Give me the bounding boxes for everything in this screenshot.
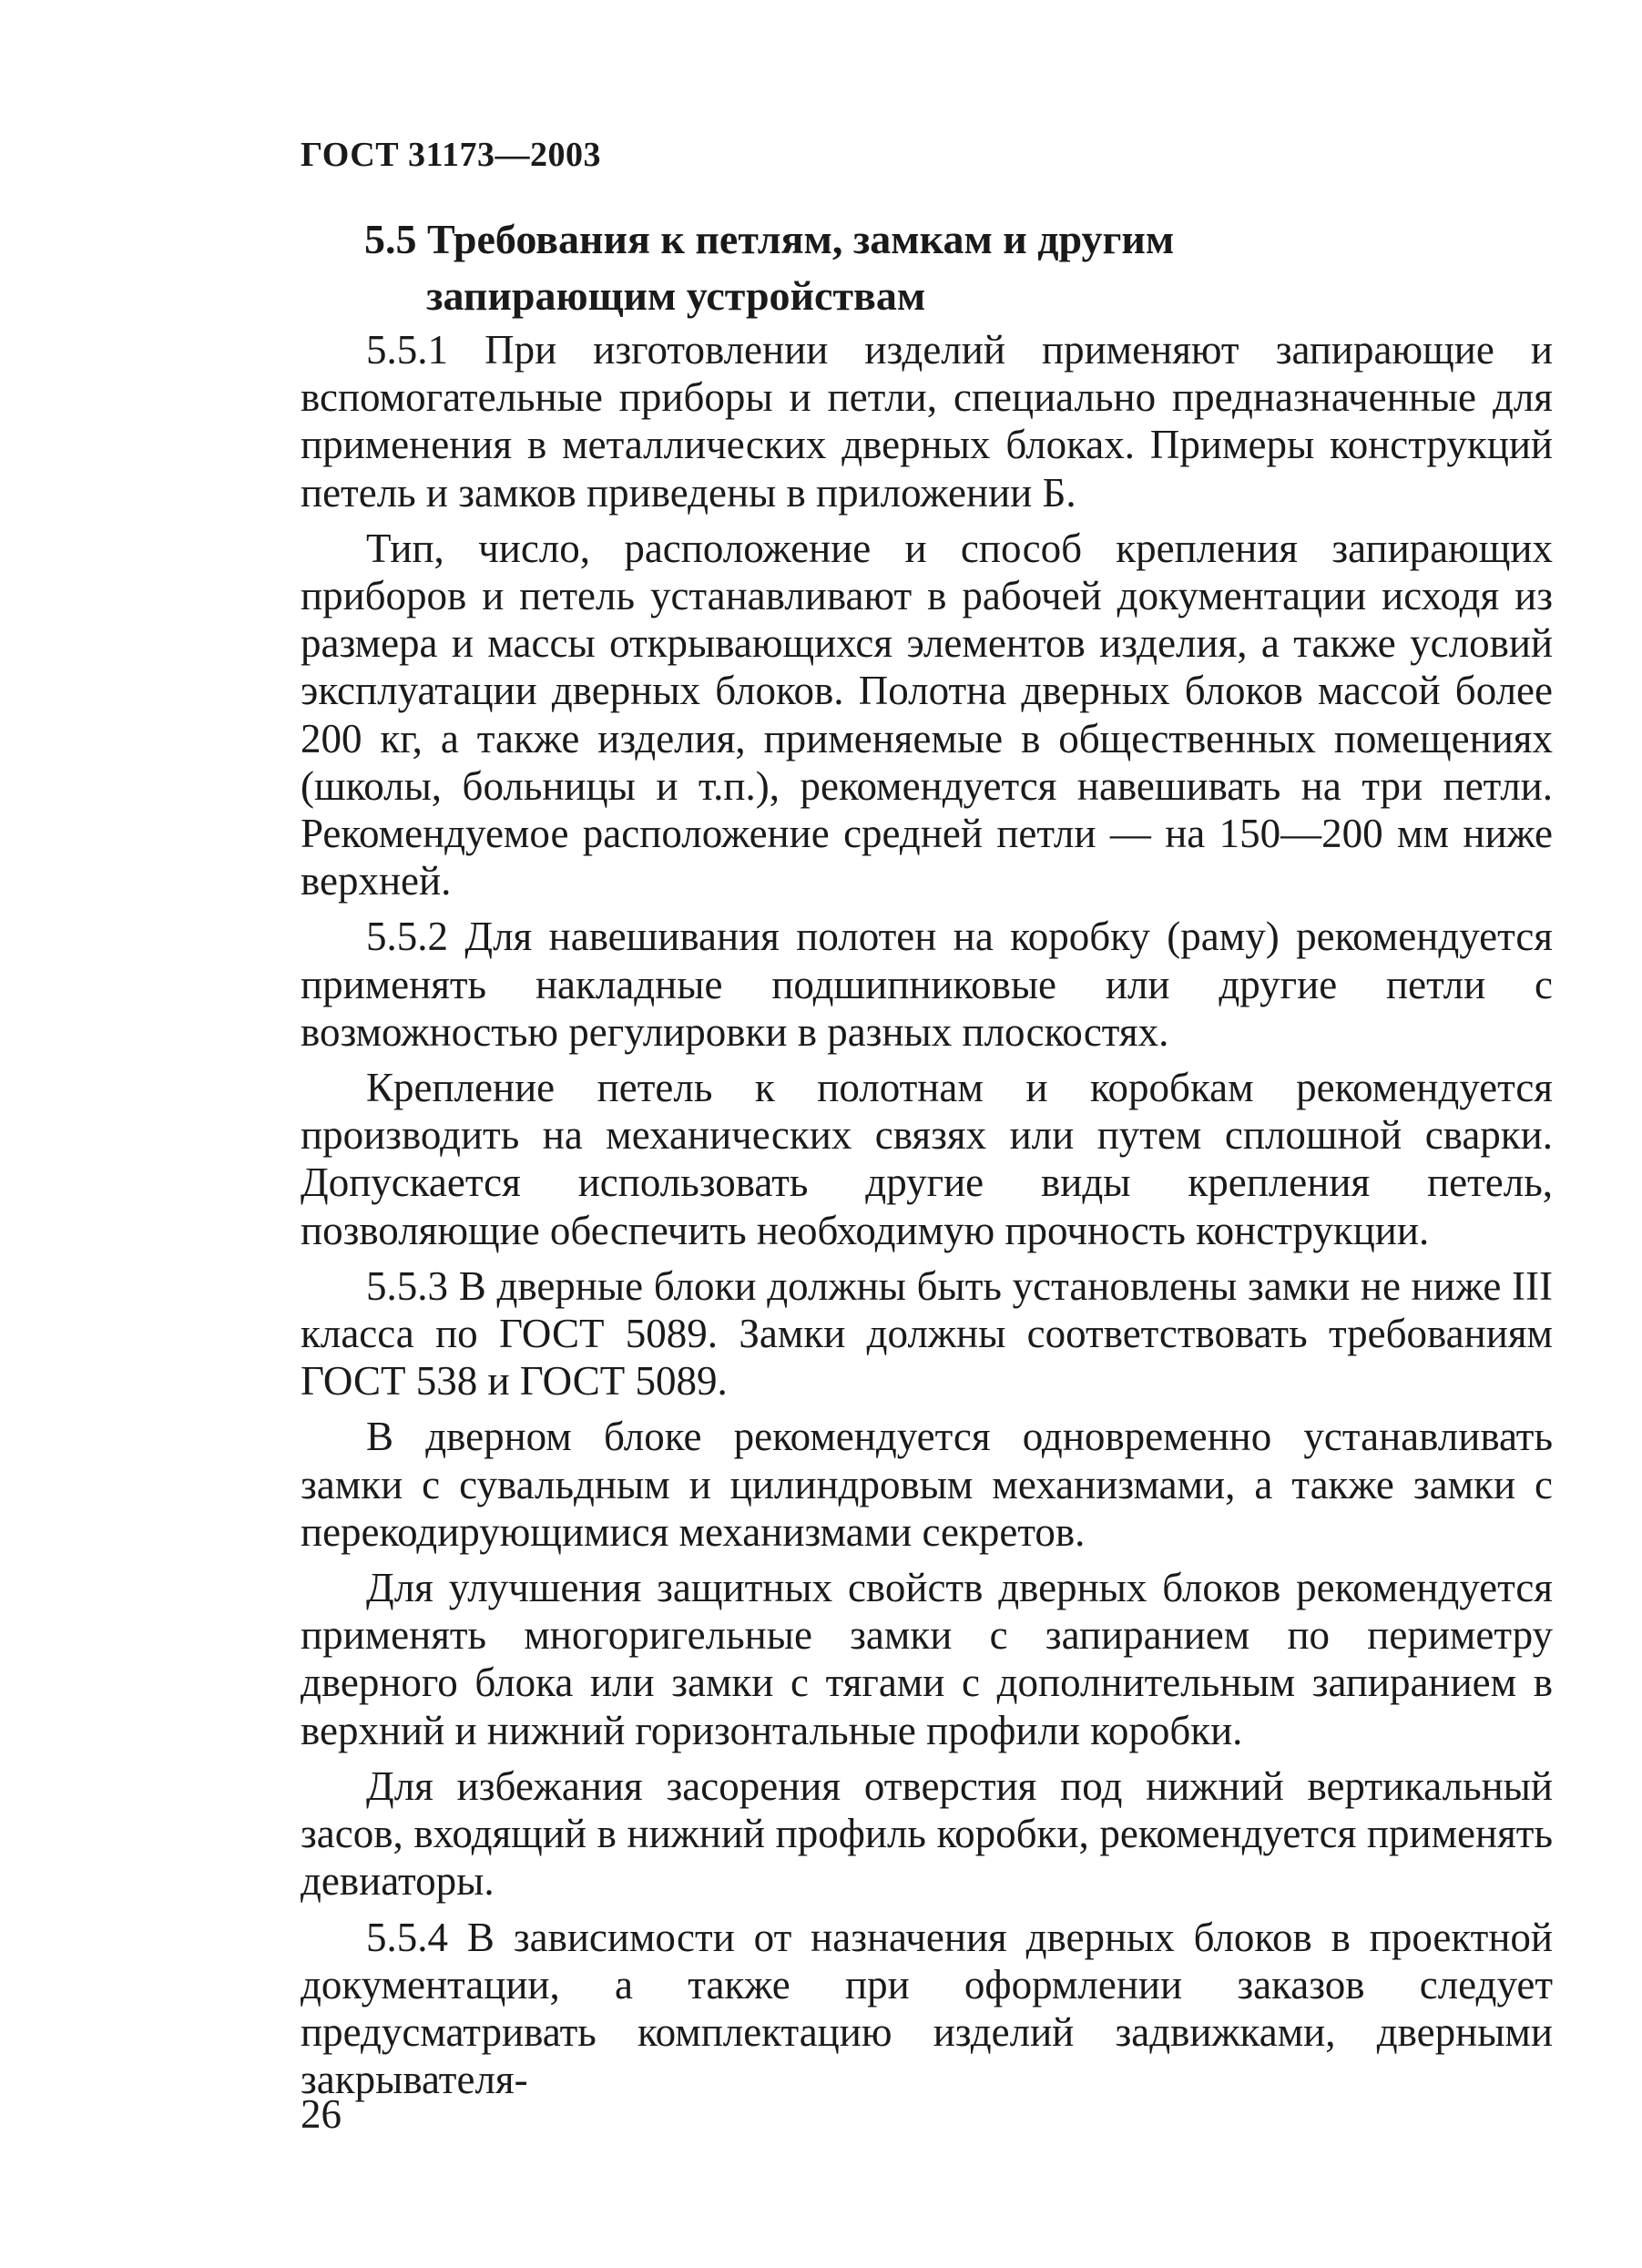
paragraph-5-5-3: 5.5.3 В дверные блоки должны быть установлены замки не ниже III класса по ГОСТ 5089. Замки должны соответствовать требованиям ГОСТ 538 и ГОСТ 5089. (301, 1262, 1553, 1405)
section-title-line-1: 5.5 Требования к петлям, замкам и другим (364, 216, 1175, 262)
paragraph: Крепление петель к полотнам и коробкам рекомендуется производить на механических связях или путем сплошной сварки. Допускается использовать другие виды крепления петель, позволяющие обеспечить необходимую прочность конструкции. (301, 1065, 1553, 1253)
body-text (301, 326, 1553, 2111)
paragraph: Тип, число, расположение и способ крепления запирающих приборов и петель устанавливают в рабочей документации исходя из размера и массы открывающихся элементов изделия, а также условий эксплуатации дверных блоков. Полотна дверных блоков массой более 200 кг, а также изделия, применяемые в общественных помещениях (школы, больницы и т.п.), рекомендуется навешивать на три петли. Рекомендуемое расположение средней петли — на 150—200 мм ниже верхней. (301, 525, 1553, 904)
paragraph: В дверном блоке рекомендуется одновременно устанавливать замки с сувальдным и цилиндровым механизмами, а также замки с перекодирующимися механизмами секретов. (301, 1414, 1553, 1555)
page-number: 26 (301, 2091, 342, 2137)
document-header: ГОСТ 31173—2003 (301, 136, 601, 174)
paragraph-5-5-1: 5.5.1 При изготовлении изделий применяют запирающие и вспомогательные приборы и петли, специально предназначенные для применения в металлических дверных блоках. Примеры конструкций петель и замков приведены в приложении Б. (301, 327, 1553, 516)
paragraph-5-5-4: 5.5.4 В зависимости от назначения дверных блоков в проектной документации, а также при оформлении заказов следует предусматривать комплектацию изделий задвижками, дверными закрывателя- (301, 1914, 1553, 2103)
paragraph: Для избежания засорения отверстия под нижний вертикальный засов, входящий в нижний профиль коробки, рекомендуется применять девиаторы. (301, 1762, 1553, 1905)
paragraph-5-5-2: 5.5.2 Для навешивания полотен на коробку (раму) рекомендуется применять накладные подшипниковые или другие петли с возможностью регулировки в разных плоскостях. (301, 914, 1553, 1055)
section-title-line-2: запирающим устройствам (426, 272, 926, 319)
section-title (364, 211, 1548, 324)
paragraph: Для улучшения защитных свойств дверных блоков рекомендуется применять многоригельные замки с запиранием по периметру дверного блока или замки с тягами с дополнительным запиранием в верхний и нижний горизонтальные профили коробки. (301, 1565, 1553, 1753)
